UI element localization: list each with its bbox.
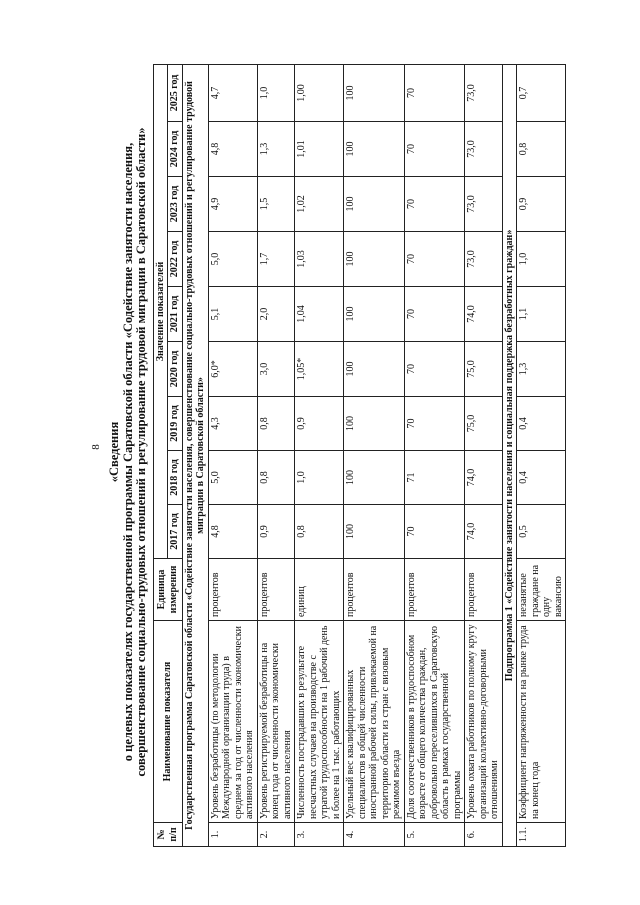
header-year: 2018 год (168, 451, 183, 505)
indicator-value: 0,9 (257, 505, 295, 559)
indicator-value: 100 (344, 505, 405, 559)
indicator-unit: процентов (344, 559, 405, 621)
header-year: 2022 год (168, 232, 183, 287)
header-num: № п/п (153, 823, 182, 847)
indicator-value: 100 (344, 64, 405, 121)
indicator-value: 1,3 (257, 122, 295, 177)
header-year: 2020 год (168, 342, 183, 397)
row-number: 6. (465, 823, 503, 847)
indicator-unit: незанятые граждане на одну вакансию (517, 559, 566, 621)
indicator-value: 100 (344, 232, 405, 287)
indicator-value: 0,5 (517, 505, 566, 559)
indicator-value: 0,4 (517, 397, 566, 451)
indicator-value: 1,0 (517, 232, 566, 287)
section-row (182, 64, 208, 846)
indicator-name: Удельный вес квалифицированных специалистов в общей численности иностранной рабочей силы, привлекаемой на территорию области из стран с визовым режимом въезда (344, 621, 405, 823)
row-number: 1.1. (517, 823, 566, 847)
table-body (182, 64, 566, 846)
table-row (208, 64, 257, 846)
indicator-value: 70 (404, 64, 465, 121)
row-number: 4. (344, 823, 405, 847)
indicator-unit: процентов (208, 559, 257, 621)
indicator-value: 1,00 (295, 64, 344, 121)
indicator-value: 1,05* (295, 342, 344, 397)
header-year: 2019 год (168, 397, 183, 451)
indicator-value: 1,0 (257, 64, 295, 121)
indicator-unit: процентов (465, 559, 503, 621)
document-heading (108, 52, 149, 852)
indicator-value: 100 (344, 342, 405, 397)
rotated-page-content (108, 52, 628, 852)
indicator-unit: процентов (257, 559, 295, 621)
indicator-value: 5,0 (208, 451, 257, 505)
indicator-value: 75,0 (465, 397, 503, 451)
indicator-value: 4,8 (208, 505, 257, 559)
heading-line-1: «Сведения (107, 421, 121, 483)
indicator-value: 4,3 (208, 397, 257, 451)
indicator-value: 0,9 (295, 397, 344, 451)
table-row (295, 64, 344, 846)
indicator-value: 1,1 (517, 287, 566, 342)
indicator-name: Численность пострадавших в результате несчастных случаев на производстве с утратой трудоспособности на 1 рабочий день и более на 1 тыс. работающих (295, 621, 344, 823)
heading-line-3: совершенствование социально-трудовых отношений и регулирование трудовой миграции в Саратовской области» (134, 127, 148, 777)
row-number: 3. (295, 823, 344, 847)
header-values: Значение показателей (153, 64, 168, 558)
row-number: 2. (257, 823, 295, 847)
indicator-name: Уровень регистрируемой безработицы на конец года от численности экономически активного населения (257, 621, 295, 823)
indicator-value: 5,1 (208, 287, 257, 342)
indicator-value: 0,8 (257, 397, 295, 451)
indicator-value: 0,8 (295, 505, 344, 559)
header-year: 2024 год (168, 122, 183, 177)
row-number: 1. (208, 823, 257, 847)
indicator-value: 100 (344, 287, 405, 342)
indicator-value: 73,0 (465, 64, 503, 121)
indicator-name: Уровень безработицы (по методологии Международной организации труда) в среднем за год от численности экономически активного населения (208, 621, 257, 823)
indicator-value: 1,0 (295, 451, 344, 505)
indicator-value: 2,0 (257, 287, 295, 342)
indicator-value: 1,01 (295, 122, 344, 177)
indicator-value: 70 (404, 397, 465, 451)
header-year: 2021 год (168, 287, 183, 342)
indicator-name: Уровень охвата работников по полному кругу организаций коллективно-договорными отношениями (465, 621, 503, 823)
section-title: Подпрограмма 1 «Содействие занятости населения и социальная поддержка безработных граждан» (502, 64, 517, 846)
page-number: 8 (90, 444, 102, 450)
indicator-unit: единиц (295, 559, 344, 621)
row-number: 5. (404, 823, 465, 847)
indicator-value: 0,8 (517, 122, 566, 177)
indicators-table (153, 64, 567, 847)
indicator-value: 0,7 (517, 64, 566, 121)
indicator-value: 71 (404, 451, 465, 505)
indicator-value: 1,02 (295, 177, 344, 232)
section-title: Государственная программа Саратовской области «Содействие занятости населения, совершенствование социально-трудовых отношений и регулирование трудовой миграции в Саратовской области» (182, 64, 208, 846)
indicator-value: 73,0 (465, 232, 503, 287)
heading-line-2: о целевых показателях государственной программы Саратовской области «Содействие занятости населения, (120, 142, 135, 762)
indicator-value: 75,0 (465, 342, 503, 397)
indicator-value: 70 (404, 287, 465, 342)
indicator-name: Коэффициент напряженности на рынке труда на конец года (517, 621, 566, 823)
header-year: 2023 год (168, 177, 183, 232)
indicator-value: 4,8 (208, 122, 257, 177)
header-name: Наименование показателя (153, 621, 182, 823)
section-row (502, 64, 517, 846)
indicator-value: 1,7 (257, 232, 295, 287)
indicator-unit: процентов (404, 559, 465, 621)
indicator-value: 1,04 (295, 287, 344, 342)
header-unit: Единица измерения (153, 559, 182, 621)
indicator-value: 74,0 (465, 451, 503, 505)
indicator-value: 70 (404, 122, 465, 177)
indicator-name: Доля соотечественников в трудоспособном возрасте от общего количества граждан, добровольно переселившихся в Саратовскую область в рамках государственной программы (404, 621, 465, 823)
table-row (404, 64, 465, 846)
indicator-value: 74,0 (465, 287, 503, 342)
indicator-value: 70 (404, 177, 465, 232)
indicator-value: 4,7 (208, 64, 257, 121)
indicator-value: 1,3 (517, 342, 566, 397)
table-row (257, 64, 295, 846)
indicator-value: 0,8 (257, 451, 295, 505)
indicator-value: 100 (344, 122, 405, 177)
header-year: 2017 год (168, 505, 183, 559)
table-row (517, 64, 566, 846)
indicator-value: 4,9 (208, 177, 257, 232)
indicator-value: 70 (404, 505, 465, 559)
indicator-value: 100 (344, 397, 405, 451)
indicator-value: 100 (344, 177, 405, 232)
indicator-value: 5,0 (208, 232, 257, 287)
indicator-value: 3,0 (257, 342, 295, 397)
table-row (465, 64, 503, 846)
indicator-value: 1,03 (295, 232, 344, 287)
table-header-row-1 (153, 64, 168, 846)
header-year: 2025 год (168, 64, 183, 121)
indicator-value: 0,4 (517, 451, 566, 505)
indicator-value: 74,0 (465, 505, 503, 559)
indicator-value: 0,9 (517, 177, 566, 232)
table-row (344, 64, 405, 846)
indicator-value: 6,0* (208, 342, 257, 397)
indicator-value: 70 (404, 342, 465, 397)
indicator-value: 73,0 (465, 122, 503, 177)
indicator-value: 73,0 (465, 177, 503, 232)
indicator-value: 70 (404, 232, 465, 287)
indicator-value: 1,5 (257, 177, 295, 232)
indicator-value: 100 (344, 451, 405, 505)
